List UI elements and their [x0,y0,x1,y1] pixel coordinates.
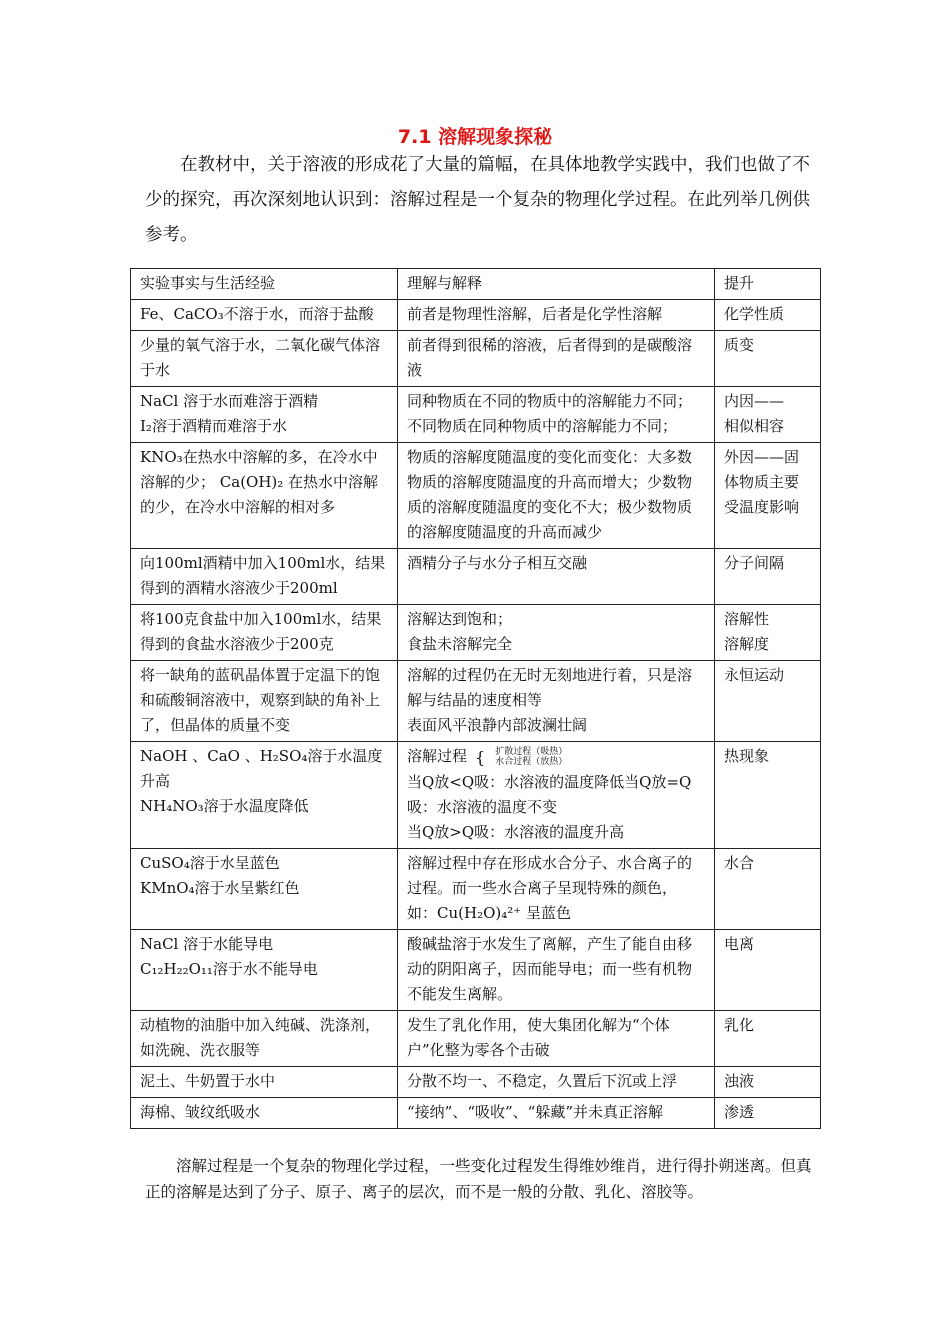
cell-line: 食盐未溶解完全 [407,635,513,653]
cell-facts [131,1010,398,1066]
cell-explanation [398,929,715,1010]
cell-facts [131,549,398,605]
cell-line: 溶解性 [724,610,770,628]
cell-promotion [715,443,821,549]
cell-facts [131,1066,398,1097]
cell-explanation [398,848,715,929]
cell-line: 酒精分子与水分子相互交融 [407,554,588,572]
heat-process-label: 溶解过程 [407,747,468,765]
cell-line: 同种物质在不同的物质中的溶解能力不同；不同物质在同种物质中的溶解能力不同； [407,392,693,435]
cell-line: NaCl 溶于水而难溶于酒精 [140,392,319,410]
cell-line: 渗透 [724,1102,755,1121]
cell-line: 少量的氧气溶于水，二氧化碳气体溶于水 [140,336,381,379]
cell-line: 热现象 [724,747,770,765]
cell-facts [131,443,398,549]
heat-process-line [407,744,706,770]
cell-explanation [398,1066,715,1097]
brace-stack [495,747,567,767]
table-row [131,300,821,331]
cell-promotion [715,387,821,443]
cell-line: 前者得到很稀的溶液，后者得到的是碳酸溶液 [407,336,693,379]
cell-line: 泥土、牛奶置于水中 [140,1071,276,1090]
cell-line: “接纳”、“吸收”、“躲藏”并未真正溶解 [407,1102,664,1121]
table-row [131,443,821,549]
header-facts: 实验事实与生活经验 [131,269,398,300]
cell-facts [131,387,398,443]
cell-line: 向100ml酒精中加入100ml水，结果得到的酒精水溶液少于200ml [140,554,386,597]
cell-line: 将一缺角的蓝矾晶体置于定温下的饱和硫酸铜溶液中，观察到缺的角补上了，但晶体的质量不变 [140,666,381,734]
cell-facts [131,661,398,742]
page-title: 7.1 溶解现象探秘 [397,126,553,148]
cell-explanation [398,661,715,742]
heat-condition-line: 当Q放<Q吸：水溶液的温度降低当Q放=Q [407,772,692,791]
header-promotion: 提升 [715,269,821,300]
cell-promotion [715,605,821,661]
cell-line: 相似相容 [724,417,785,435]
table-row [131,661,821,742]
cell-line: 内因—— [724,392,785,410]
cell-promotion [715,549,821,605]
cell-line: 化学性质 [724,305,785,323]
cell-line: 分散不均一、不稳定，久置后下沉或上浮 [407,1071,678,1090]
cell-explanation [398,549,715,605]
cell-promotion [715,742,821,849]
cell-line: 质变 [724,336,755,354]
cell-line: 物质的溶解度随温度的变化而变化：大多数物质的溶解度随温度的升高而增大；少数物质的溶解度随温度的变化不大；极少数物质的溶解度随温度的升高而减少 [407,448,693,541]
cell-explanation [398,300,715,331]
cell-line: 溶解度 [724,635,770,653]
cell-line: 乳化 [724,1015,755,1034]
heat-condition-line: 吸：水溶液的温度不变 [407,797,558,816]
table-row [131,605,821,661]
cell-facts [131,848,398,929]
cell-line: 动植物的油脂中加入纯碱、洗涤剂，如洗碗、洗衣服等 [140,1015,381,1059]
cell-line: KMnO₄溶于水呈紫红色 [140,878,300,897]
cell-facts [131,929,398,1010]
cell-promotion [715,1097,821,1128]
table-row [131,929,821,1010]
cell-explanation [398,1097,715,1128]
cell-line: 前者是物理性溶解，后者是化学性溶解 [407,305,663,323]
cell-promotion [715,1066,821,1097]
cell-promotion [715,848,821,929]
cell-line: KNO₃在热水中溶解的多，在冷水中溶解的少； Ca(OH)₂ 在热水中溶解的少，在冷水中溶解的相对多 [140,448,379,516]
cell-line: I₂溶于酒精而难溶于水 [140,417,287,435]
cell-facts [131,331,398,387]
intro-paragraph: 在教材中，关于溶液的形成花了大量的篇幅，在具体地教学实践中，我们也做了不少的探究，再次深刻地认识到：溶解过程是一个复杂的物理化学过程。在此列举几例供参考。 [145,155,810,245]
table-header-row [131,269,821,300]
brace-icon: { [475,747,486,767]
cell-facts [131,742,398,849]
diffusion-process: 扩散过程（吸热） [495,747,568,757]
heat-condition-line: 当Q放>Q吸：水溶液的温度升高 [407,822,625,841]
cell-line: NaOH 、CaO 、H₂SO₄溶于水温度升高 [140,747,383,790]
cell-line: 电离 [724,934,755,953]
cell-line: 将100克食盐中加入100ml水，结果得到的食盐水溶液少于200克 [140,610,382,653]
cell-line: 分子间隔 [724,554,785,572]
cell-line: 水合 [724,853,755,872]
cell-line: 溶解的过程仍在无时无刻地进行着，只是溶解与结晶的速度相等 [407,666,693,709]
cell-line: 溶解达到饱和； [407,610,513,628]
table-row [131,742,821,849]
cell-promotion [715,1010,821,1066]
cell-line: NaCl 溶于水能导电 [140,934,274,953]
cell-explanation [398,443,715,549]
table-row [131,387,821,443]
cell-line: 海棉、皱纹纸吸水 [140,1102,261,1121]
cell-explanation [398,387,715,443]
cell-promotion [715,929,821,1010]
cell-facts [131,1097,398,1128]
cell-line: 酸碱盐溶于水发生了离解，产生了能自由移动的阴阳离子，因而能导电；而一些有机物不能发生离解。 [407,934,693,1003]
table-row [131,1097,821,1128]
cell-facts [131,300,398,331]
cell-line: 溶解过程中存在形成水合分子、水合离子的过程。而一些水合离子呈现特殊的颜色，如：Cu(H₂O)₄²⁺ 呈蓝色 [407,853,693,922]
cell-promotion [715,661,821,742]
table-row [131,1010,821,1066]
hydration-process: 水合过程（放热） [495,757,568,767]
cell-line: NH₄NO₃溶于水温度降低 [140,797,309,815]
cell-line: 浊液 [724,1071,755,1090]
cell-explanation [398,331,715,387]
cell-line: 表面风平浪静内部波澜壮阔 [407,716,588,734]
table-row [131,331,821,387]
cell-explanation [398,605,715,661]
cell-line: CuSO₄溶于水呈蓝色 [140,853,280,872]
cell-line: 外因——固体物质主要受温度影响 [724,448,800,516]
cell-line: C₁₂H₂₂O₁₁溶于水不能导电 [140,959,318,978]
table-row [131,549,821,605]
table-row [131,1066,821,1097]
cell-facts [131,605,398,661]
dissolution-table [130,268,821,1129]
cell-line: 发生了乳化作用，使大集团化解为“个体户”化整为零各个击破 [407,1015,670,1059]
cell-line: 永恒运动 [724,666,785,684]
closing-paragraph: 溶解过程是一个复杂的物理化学过程，一些变化过程发生得维妙维肖，进行得扑朔迷离。但真正的溶解是达到了分子、原子、离子的层次，而不是一般的分散、乳化、溶胶等。 [145,1157,812,1201]
cell-line: Fe、CaCO₃不溶于水，而溶于盐酸 [140,305,374,323]
header-explanation: 理解与解释 [398,269,715,300]
cell-promotion [715,300,821,331]
cell-promotion [715,331,821,387]
table-row [131,848,821,929]
cell-explanation [398,1010,715,1066]
cell-explanation [398,742,715,849]
